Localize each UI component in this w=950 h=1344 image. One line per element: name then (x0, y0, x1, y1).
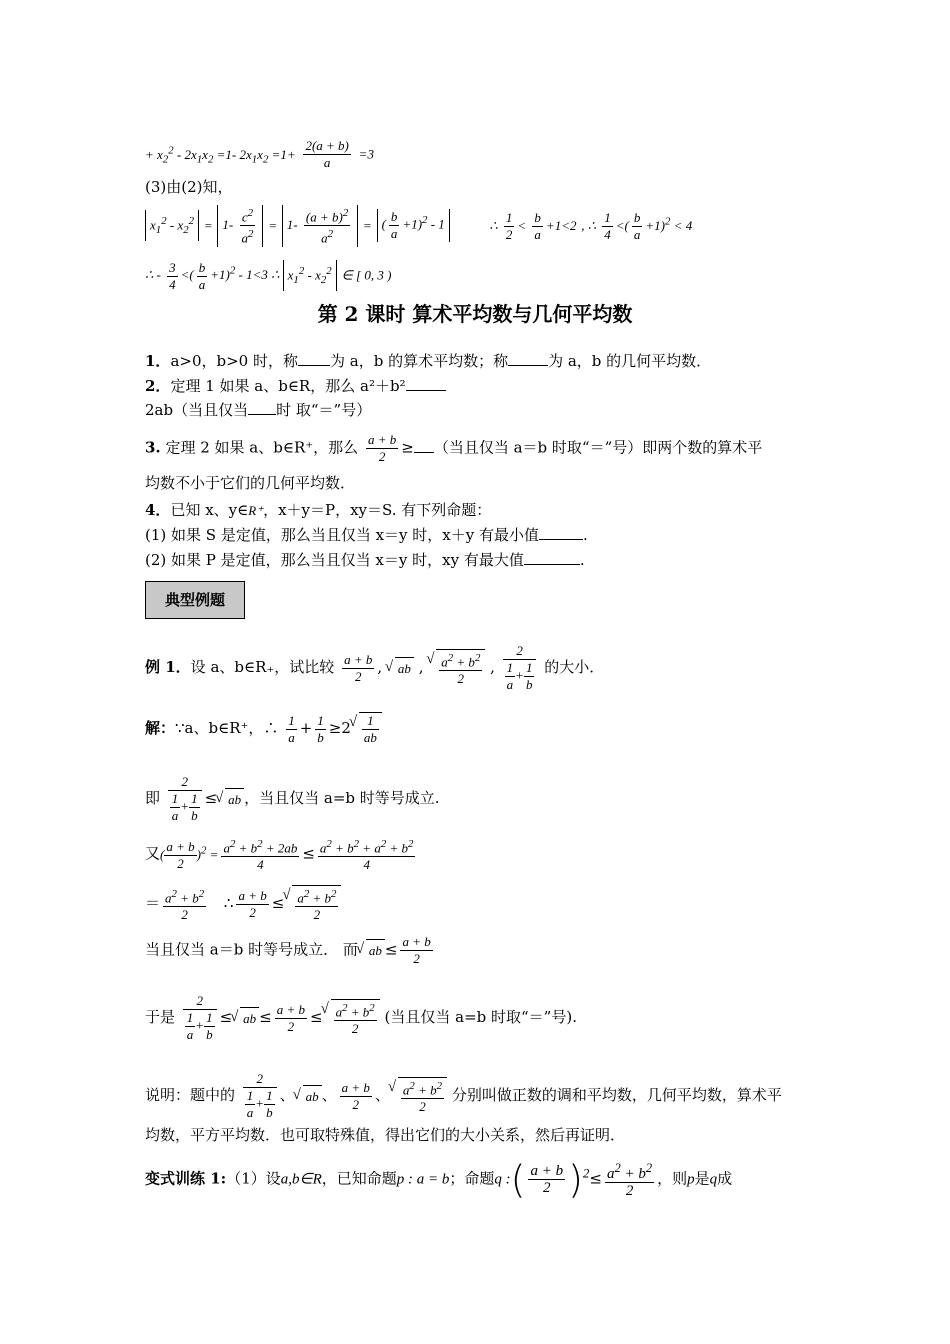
abs-expression-line: $x_1^2 - x_2^2 = 1-$ $\frac{c^2}{a^2}$ = 1- $\frac{(a + b)^2}{a^2}$ = ( $\frac{b}{a}$ +1)$^2$ - 1 ∴ $\frac{1}{2}$ < $\frac{b}{a}$ +1<2 , ∴ $\frac{1}{4}$ <( $\frac{b}{a}$ +1)$^2$ < 4 (145, 205, 810, 247)
solution-line-2-post: ，当且仅当 a=b 时等号成立. (244, 789, 440, 807)
solution-line-6: 于是 2 $\frac{1}{a}$ + $\frac{1}{b}$ ≤√ ab ≤ $\frac{a + b}{2}$ ≤ √ $\frac{a^2 + b^2}{2}$ (当且仅当 a=b 时取“＝”号). (145, 993, 810, 1043)
item-3-number: 3. (145, 438, 161, 457)
variant-vars: a,b∈R (280, 1171, 322, 1188)
blank-theorem-1-condition[interactable] (248, 414, 276, 415)
variant-text-d: ，则 (657, 1169, 688, 1188)
item-4 (145, 499, 810, 522)
solution-line-5-text: 当且仅当 a＝b 时等号成立． 而 (145, 940, 358, 959)
note-line-1: 说明：题中的 2 $\frac{1}{a}$ + $\frac{1}{b}$ 、√ ab 、 $\frac{a + b}{2}$ 、 √ $\frac{a^2 + b^2}{2}$ 分别叫做正数的调和平均数，几何平均数，算术平 (145, 1071, 810, 1121)
item-4-text-b: R⁺ (248, 503, 264, 518)
variant-text-a: （1）设 (226, 1169, 281, 1188)
item-4-text-c: ，x＋y＝P，xy＝S. 有下列命题： (263, 501, 492, 519)
equation-line-1: + $x_2^2 - 2x_1x_2 =1-$ $2x_1x_2 =1+$ $\frac{2(a + b)}{a}$ =3 (145, 138, 374, 170)
blank-geometric-mean[interactable] (508, 365, 548, 366)
blank-min-value[interactable] (539, 539, 583, 540)
solution-line-3-pre: 又 (145, 844, 161, 863)
item-4-number: 4． (145, 501, 171, 519)
blank-max-value[interactable] (524, 564, 580, 565)
item-3-line-2: 均数不小于它们的几何平均数． (145, 474, 356, 492)
example-1-end: 的大小． (544, 658, 605, 676)
solution-line-5: 当且仅当 a＝b 时等号成立． 而√ ab ≤ $\frac{a + b}{2}$ (145, 934, 810, 967)
item-4-prop-1-text: (1) 如果 S 是定值，那么当且仅当 x＝y 时，x＋y 有最小值 (145, 526, 540, 544)
example-1: 例 1．设 a、b∈R₊，试比较 $\frac{a + b}{2}$ , √ ab , √ $\frac{a^2 + b^2}{2}$ , 2 $\frac{1}{a}$ + $\frac{1}{b}$ 的大小． (145, 643, 810, 693)
item-1-text-a: a>0，b>0 时，称 (170, 352, 298, 370)
solution-line-1-text: ∵a、b∈R⁺，∴ (175, 719, 279, 737)
variant-p: p (687, 1171, 695, 1188)
item-1-number: 1． (145, 352, 171, 370)
item-4-text-a: 已知 x、y∈ (170, 501, 249, 519)
note-line-2: 均数，平方平均数．也可取特殊值，得出它们的大小关系，然后再证明． (145, 1126, 626, 1144)
note-post: 分别叫做正数的调和平均数，几何平均数，算术平 (451, 1086, 782, 1104)
lesson-title: 第 2 课时 算术平均数与几何平均数 (317, 302, 633, 326)
item-4-prop-2-text: (2) 如果 P 是定值，那么当且仅当 x＝y 时，xy 有最大值 (145, 551, 524, 569)
example-1-text: 设 a、b∈R₊，试比较 (190, 658, 335, 676)
variant-label: 变式训练 1: (145, 1169, 227, 1188)
blank-theorem-2[interactable] (414, 452, 434, 453)
item-2-line-2 (145, 399, 810, 421)
item-3: 3. 定理 2 如果 a、b∈R⁺，那么 $\frac{a + b}{2}$ ≥ （当且仅当 a＝b 时取“＝”号）即两个数的算术平 (145, 432, 763, 464)
solution-line-2-pre: 即 (145, 789, 161, 807)
item-3-text-a: 定理 2 如果 a、b∈ (165, 438, 294, 457)
item-2 (145, 375, 810, 397)
blank-theorem-1-relation[interactable] (406, 390, 446, 391)
item-4-prop-1-end: . (583, 526, 588, 544)
item-1-text-b: 为 a，b 的算术平均数；称 (329, 352, 509, 370)
variant-training-1: 变式训练 1:（1）设a,b∈R，已知命题p : a = b；命题q :( $\frac{a + b}{2}$ )$^2$≤ $\frac{a^2 + b^2}{2}$ ，则p是q成 (145, 1157, 733, 1202)
variant-text-b: ，已知命题 (321, 1169, 397, 1188)
variant-text-f: 成 (717, 1169, 733, 1188)
item-2-line2-text-b: 时 取“＝”号） (276, 401, 372, 419)
solution-line-1: 解：∵a、b∈R⁺，∴ $\frac{1}{a}$ + $\frac{1}{b}$ ≥2 √ $\frac{1}{ab}$ (145, 712, 810, 746)
item-4-prop-2-end: . (579, 551, 585, 569)
solution-line-1-tail: ≥2 (328, 719, 351, 737)
solution-line-3: 又( $\frac{a + b}{2}$ )$^2$ = $\frac{a^2 + b^2 + 2ab}{4}$ ≤ $\frac{a^2 + b^2 + a^2 + b^2}{4}$ (145, 838, 414, 873)
section-header-typical-examples: 典型例题 (145, 581, 245, 619)
item-1-text-c: 为 a，b 的几何平均数． (548, 352, 712, 370)
proposition-p: p : a = b (396, 1171, 450, 1188)
item-2-line2-text-a: 2ab（当且仅当 (145, 401, 249, 419)
variant-q: q (709, 1171, 718, 1188)
solution-line-6-post: (当且仅当 a=b 时取“＝”号). (384, 1008, 577, 1026)
proposition-q: q : (494, 1171, 511, 1188)
solution-line-4-mid: ∴ (223, 894, 234, 913)
item-1 (145, 350, 810, 372)
solution-line-4-pre: ＝ (145, 894, 161, 913)
solution-label: 解： (145, 719, 176, 737)
variant-text-e: 是 (694, 1169, 710, 1188)
item-4-prop-1 (145, 524, 810, 546)
item-3-text-b: R⁺，那么 (293, 438, 359, 457)
variant-text-c: ；命题 (449, 1169, 495, 1188)
solution-line-4: ＝ $\frac{a^2 + b^2}{2}$ ∴ $\frac{a + b}{2}$ ≤ √ $\frac{a^2 + b^2}{2}$ (145, 885, 810, 923)
item-3-text-d: （当且仅当 a＝b 时取“＝”号）即两个数的算术平 (433, 438, 763, 457)
step-3-label: (3)由(2)知， (145, 178, 233, 196)
note-pre: 说明：题中的 (145, 1086, 236, 1104)
inequality-line: ∴ - $\frac{3}{4}$ <( $\frac{b}{a}$ +1)$^2$ - 1<3 ∴ $x_1^2 - x_2^2$ ∈ [ 0, 3 ) (145, 260, 392, 292)
blank-arithmetic-mean[interactable] (298, 365, 330, 366)
solution-line-2: 即 2 $\frac{1}{a}$ + $\frac{1}{b}$ ≤√ ab ，当且仅当 a=b 时等号成立. (145, 774, 810, 824)
item-4-prop-2 (145, 549, 810, 571)
item-2-number: 2． (145, 377, 171, 395)
item-3-geq: ≥ (401, 438, 414, 457)
solution-line-6-pre: 于是 (145, 1008, 176, 1026)
item-2-text: 定理 1 如果 a、b∈R，那么 a²＋b² (170, 377, 406, 395)
example-1-label: 例 1． (145, 658, 191, 676)
